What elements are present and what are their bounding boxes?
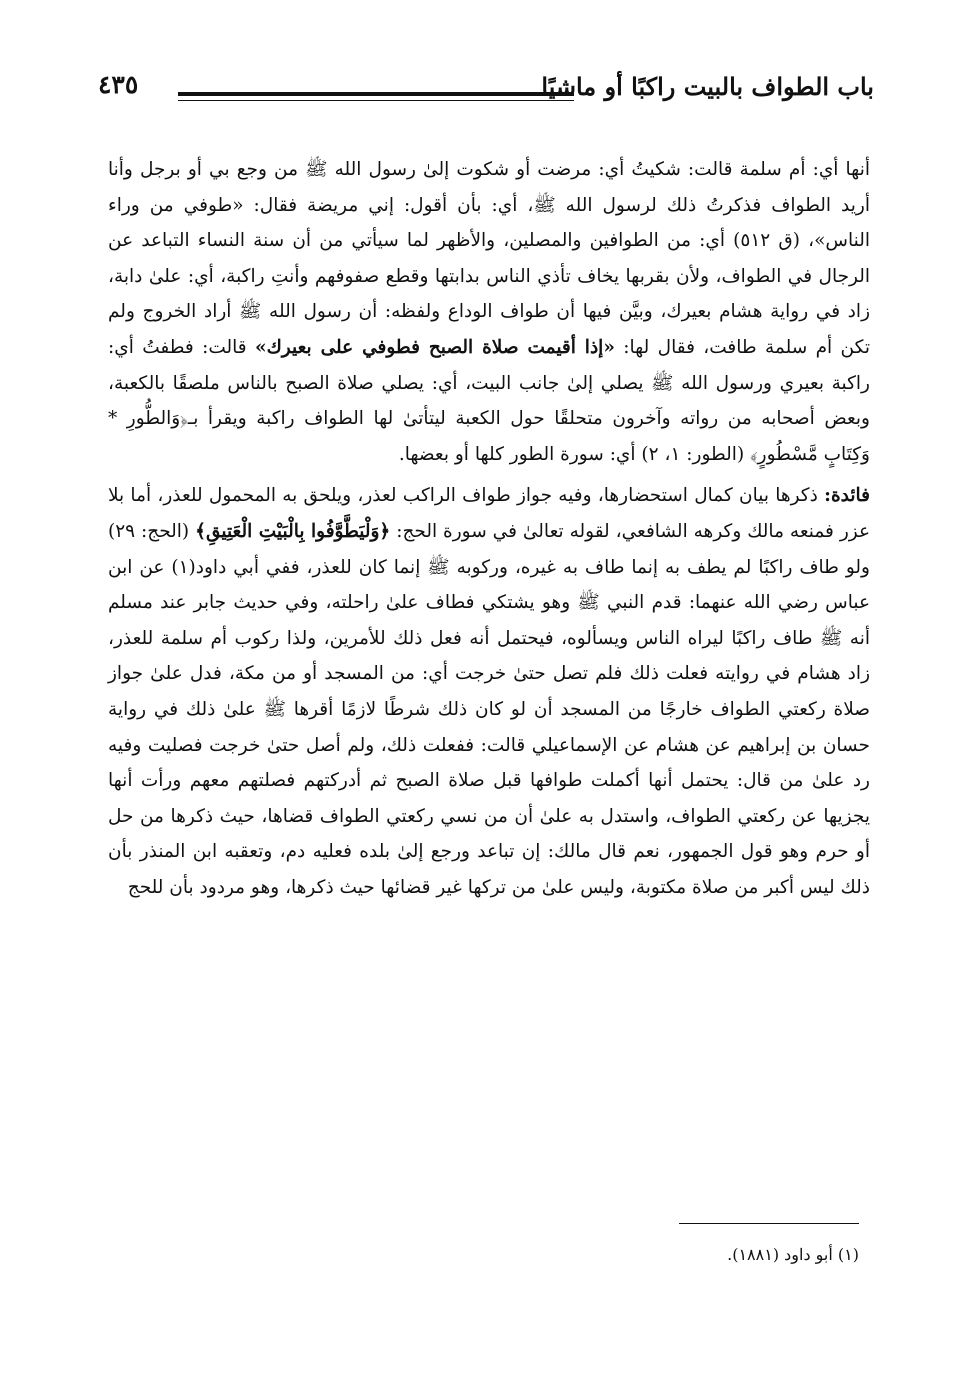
hadith-quote: «إذا أقيمت صلاة الصبح فطوفي على بعيرك» xyxy=(255,336,615,358)
main-text xyxy=(108,152,870,905)
paragraph-1-text-after: قالت: فطفتُ أي: راكبة بعيري ورسول الله ﷺ يصلي إلىٰ جانب البيت، أي: يصلي صلاة الصبح بالناس ملصقًا بالكعبة، وبعض أصحابه من رواته وآخرون متحلقًا حول الكعبة ليتأتىٰ لها الطواف راكبة ويقرأ بـ﴿وَالطُّورِ * وَكِتَابٍ مَّسْطُورٍ﴾ (الطور: ١، ٢) أي: سورة الطور كلها أو بعضها. xyxy=(108,336,870,465)
footnote: (١) أبو داود (١٨٨١). xyxy=(727,1245,859,1264)
page-header xyxy=(98,66,874,116)
quran-verse: ﴿وَلْيَطَّوَّفُوا بِالْبَيْتِ الْعَتِيقِ﴾ xyxy=(195,520,391,542)
paragraph-2-text: ذكرها بيان كمال استحضارها، وفيه جواز طواف الراكب لعذر، ويلحق به المحمول للعذر، أما بلا عزر فمنعه مالك وكرهه الشافعي، لقوله تعالىٰ في سورة الحج: xyxy=(108,485,870,542)
page-number: ٤٣٥ xyxy=(98,70,139,99)
benefit-label: فائدة: xyxy=(824,485,870,507)
chapter-title: باب الطواف بالبيت راكبًا أو ماشيًا xyxy=(541,72,874,101)
paragraph-1 xyxy=(108,152,870,472)
footnote-divider xyxy=(679,1223,859,1224)
header-rule-thin xyxy=(178,100,574,101)
paragraph-2-text-after: (الحج: ٢٩) ولو طاف راكبًا لم يطف به إنما طاف به غيره، وركوبه ﷺ إنما كان للعذر، ففي أبي داود(١) عن ابن عباس رضي الله عنهما: قدم النبي ﷺ وهو يشتكي فطاف علىٰ راحلته، وفي حديث جابر عند مسلم أنه ﷺ طاف راكبًا ليراه الناس ويسألوه، فيحتمل أنه فعل ذلك للأمرين، ولذا ركوب أم سلمة للعذر، زاد هشام في روايته فعلت ذلك فلم تصل حتىٰ خرجت أي: من المسجد أو من مكة، فدل علىٰ جواز صلاة ركعتي الطواف خارجًا من المسجد أن لو كان ذلك شرطًا لازمًا أقرها ﷺ علىٰ ذلك في رواية حسان بن إبراهيم عن هشام عن الإسماعيلي قالت: ففعلت ذلك، ولم أصل حتىٰ خرجت فصليت وفيه رد علىٰ من قال: يحتمل أنها أكملت طوافها قبل صلاة الصبح ثم أدركتهم فصلتهم معهم ورأت أنها يجزيها عن ركعتي الطواف، واستدل به علىٰ أن من نسي ركعتي الطواف قضاها، حيث ذكرها من حل أو حرم وهو قول الجمهور، نعم قال مالك: إن تباعد ورجع إلىٰ بلده فعليه دم، وتعقبه ابن المنذر بأن ذلك ليس أكبر من صلاة مكتوبة، وليس علىٰ من تركها غير قضائها حيث ذكرها، وهو مردود بأن للحج xyxy=(108,520,870,898)
header-rule-thick xyxy=(178,92,574,96)
paragraph-1-text: أنها أي: أم سلمة قالت: شكيتُ أي: مرضت أو شكوت إلىٰ رسول الله ﷺ من وجع بي أو برجل وأنا أريد الطواف فذكرتُ ذلك لرسول الله ﷺ، أي: بأن أقول: إني مريضة فقال: «طوفي من وراء الناس»، (ق ٥١٢) أي: من الطوافين والمصلين، والأظهر لما سيأتي من أن سنة النساء التباعد عن الرجال في الطواف، ولأن بقربها يخاف تأذي الناس بدابتها وقطع صفوفهم وأنتِ راكبة، أي: علىٰ دابة، زاد في رواية هشام بعيرك، وبيَّن فيها أن طواف الوداع ولفظه: أن رسول الله ﷺ أراد الخروج ولم تكن أم سلمة طافت، فقال لها: xyxy=(108,159,871,358)
paragraph-2 xyxy=(108,478,870,905)
